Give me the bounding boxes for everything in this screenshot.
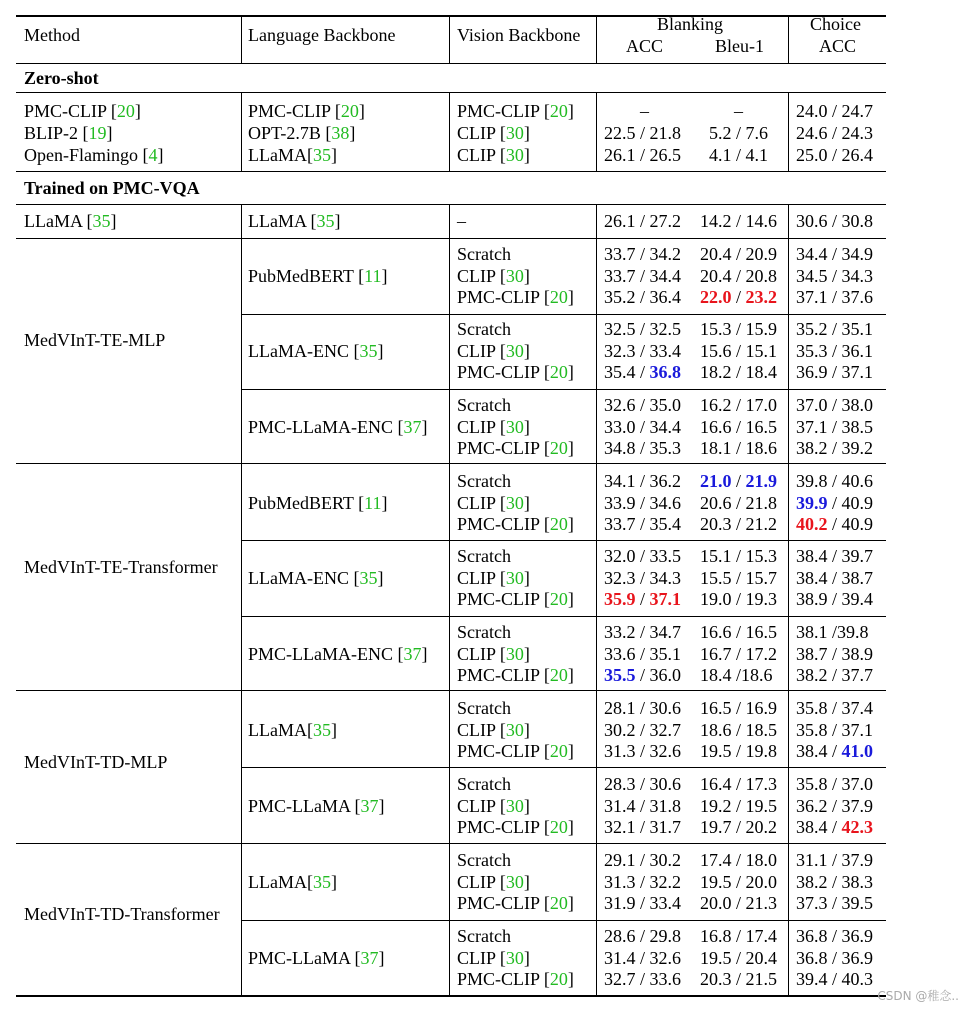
blanking-acc-cell: 28.6 / 29.8 xyxy=(604,926,682,946)
blanking-bleu-cell: 15.3 / 15.9 xyxy=(700,319,778,339)
zero-shot-rule xyxy=(16,92,886,93)
vision-cell: Scratch xyxy=(457,395,511,415)
header-blanking-acc: ACC xyxy=(626,36,664,56)
watermark: CSDN @稚念.. xyxy=(877,989,959,1003)
col-sep-lang xyxy=(241,205,242,995)
vision-cell: PMC-CLIP [20] xyxy=(457,741,574,761)
blanking-bleu-cell: 19.5 / 19.8 xyxy=(700,741,778,761)
col-sep-blank xyxy=(596,17,597,63)
language-cell: LLaMA-ENC [35] xyxy=(248,341,384,361)
blanking-acc-cell: 26.1 / 26.5 xyxy=(604,145,682,165)
vision-cell: CLIP [30] xyxy=(457,871,530,892)
blanking-bleu-cell: 15.6 / 15.1 xyxy=(700,340,778,361)
header-blanking: Blanking xyxy=(657,14,723,34)
vision-cell: CLIP [30] xyxy=(457,643,530,664)
blanking-acc-cell: 22.5 / 21.8 xyxy=(604,123,682,143)
blanking-bleu-cell: 20.4 / 20.9 xyxy=(700,244,778,264)
vision-cell: Scratch xyxy=(457,244,511,264)
col-sep-lang xyxy=(241,93,242,171)
blanking-bleu-cell: 16.6 / 16.5 xyxy=(700,622,778,642)
block-rule xyxy=(241,389,886,390)
blanking-acc-cell: 28.1 / 30.6 xyxy=(604,698,682,718)
header-blanking-bleu: Bleu-1 xyxy=(715,36,764,56)
choice-acc-cell: 39.8 / 40.6 xyxy=(796,471,874,491)
col-sep-lang xyxy=(241,17,242,63)
choice-acc-cell: 38.4 / 42.3 xyxy=(796,817,874,837)
blanking-acc-cell: 33.0 / 34.4 xyxy=(604,416,682,437)
choice-acc-cell: 37.1 / 37.6 xyxy=(796,287,874,307)
language-cell: LLaMA [35] xyxy=(248,211,341,231)
choice-acc-cell: 38.1 /39.8 xyxy=(796,622,869,642)
choice-acc-cell: 25.0 / 26.4 xyxy=(796,145,874,165)
blanking-acc-cell: 32.3 / 33.4 xyxy=(604,340,682,361)
col-sep-vision xyxy=(449,205,450,995)
header-vision-backbone: Vision Backbone xyxy=(457,25,581,45)
language-cell: OPT-2.7B [38] xyxy=(248,123,356,143)
blanking-bleu-cell: 18.2 / 18.4 xyxy=(700,362,778,382)
blanking-bleu-cell: 18.4 /18.6 xyxy=(700,665,773,685)
vision-cell: Scratch xyxy=(457,546,511,566)
vision-cell: PMC-CLIP [20] xyxy=(457,362,574,382)
blanking-acc-cell: 33.9 / 34.6 xyxy=(604,492,682,513)
choice-acc-cell: 36.8 / 36.9 xyxy=(796,947,874,968)
col-sep-blank xyxy=(596,205,597,995)
blanking-bleu-cell: 4.1 / 4.1 xyxy=(709,145,769,165)
blanking-bleu-cell: 18.6 / 18.5 xyxy=(700,719,778,740)
language-cell: PubMedBERT [11] xyxy=(248,266,388,286)
blanking-bleu-cell: 22.0 / 23.2 xyxy=(700,287,778,307)
blanking-acc-cell: 33.2 / 34.7 xyxy=(604,622,682,642)
blanking-bleu-cell: – xyxy=(734,101,743,121)
choice-acc-cell: 38.7 / 38.9 xyxy=(796,643,874,664)
choice-acc-cell: 37.3 / 39.5 xyxy=(796,893,874,913)
vision-cell: CLIP [30] xyxy=(457,340,530,361)
blanking-bleu-cell: 19.5 / 20.4 xyxy=(700,947,778,968)
header-language-backbone: Language Backbone xyxy=(248,25,396,45)
blanking-acc-cell: – xyxy=(640,101,649,121)
vision-cell: CLIP [30] xyxy=(457,795,530,816)
language-cell: LLaMA-ENC [35] xyxy=(248,568,384,588)
header-choice-acc: ACC xyxy=(819,36,857,56)
llama-end-rule xyxy=(16,238,886,239)
choice-acc-cell: 39.4 / 40.3 xyxy=(796,969,874,989)
method-group-name: MedVInT-TD-MLP xyxy=(24,752,168,772)
blanking-acc-cell: 31.4 / 32.6 xyxy=(604,947,682,968)
blanking-acc-cell: 29.1 / 30.2 xyxy=(604,850,682,870)
col-sep-vision xyxy=(449,17,450,63)
vision-cell: Scratch xyxy=(457,622,511,642)
blanking-bleu-cell: 20.3 / 21.2 xyxy=(700,514,778,534)
vision-cell: PMC-CLIP [20] xyxy=(457,514,574,534)
blanking-acc-cell: 35.4 / 36.8 xyxy=(604,362,682,382)
vision-cell: Scratch xyxy=(457,319,511,339)
choice-acc-cell: 35.8 / 37.4 xyxy=(796,698,874,718)
col-sep-choice xyxy=(788,17,789,63)
language-cell: LLaMA[35] xyxy=(248,145,337,165)
col-sep-choice xyxy=(788,93,789,171)
col-sep-choice xyxy=(788,205,789,995)
vision-cell: PMC-CLIP [20] xyxy=(457,969,574,989)
group-rule-2 xyxy=(16,690,886,691)
choice-acc-cell: 36.8 / 36.9 xyxy=(796,926,874,946)
choice-acc-cell: 38.4 / 39.7 xyxy=(796,546,874,566)
block-rule xyxy=(241,767,886,768)
blanking-acc-cell: 32.0 / 33.5 xyxy=(604,546,682,566)
vision-cell: Scratch xyxy=(457,698,511,718)
blanking-bleu-cell: 15.1 / 15.3 xyxy=(700,546,778,566)
blanking-acc-cell: 33.7 / 34.4 xyxy=(604,265,682,286)
choice-acc-cell: 37.1 / 38.5 xyxy=(796,416,874,437)
blanking-bleu-cell: 20.6 / 21.8 xyxy=(700,492,778,513)
blanking-acc-cell: 33.6 / 35.1 xyxy=(604,643,682,664)
blanking-acc-cell: 35.5 / 36.0 xyxy=(604,665,682,685)
block-rule xyxy=(241,920,886,921)
group-rule-1 xyxy=(16,463,886,464)
blanking-bleu-cell: 15.5 / 15.7 xyxy=(700,567,778,588)
choice-acc-cell: 36.2 / 37.9 xyxy=(796,795,874,816)
choice-acc-cell: 24.6 / 24.3 xyxy=(796,123,874,143)
col-sep-vision xyxy=(449,93,450,171)
blanking-acc-cell: 35.9 / 37.1 xyxy=(604,589,682,609)
method-group-name: MedVInT-TD-Transformer xyxy=(24,904,220,924)
method-cell: Open-Flamingo [4] xyxy=(24,145,164,165)
choice-acc-cell: 37.0 / 38.0 xyxy=(796,395,874,415)
blanking-acc-cell: 35.2 / 36.4 xyxy=(604,287,682,307)
blanking-bleu-cell: 5.2 / 7.6 xyxy=(709,123,769,143)
vision-cell: Scratch xyxy=(457,471,511,491)
choice-acc-cell: 39.9 / 40.9 xyxy=(796,492,874,513)
blanking-bleu-cell: 18.1 / 18.6 xyxy=(700,438,778,458)
blanking-acc-cell: 32.6 / 35.0 xyxy=(604,395,682,415)
method-group-name: MedVInT-TE-MLP xyxy=(24,330,166,350)
vision-cell: PMC-CLIP [20] xyxy=(457,589,574,609)
blanking-bleu-cell: 19.5 / 20.0 xyxy=(700,871,778,892)
blanking-acc-cell: 31.4 / 31.8 xyxy=(604,795,682,816)
blanking-acc-cell: 32.5 / 32.5 xyxy=(604,319,682,339)
section-zero-shot: Zero-shot xyxy=(24,68,99,88)
language-cell: LLaMA[35] xyxy=(248,720,337,740)
choice-acc-cell: 36.9 / 37.1 xyxy=(796,362,874,382)
vision-cell: CLIP [30] xyxy=(457,719,530,740)
blanking-bleu-cell: 20.3 / 21.5 xyxy=(700,969,778,989)
choice-acc-cell: 35.8 / 37.1 xyxy=(796,719,874,740)
blanking-bleu-cell: 14.2 / 14.6 xyxy=(700,211,778,231)
vision-cell: CLIP [30] xyxy=(457,567,530,588)
blanking-bleu-cell: 20.4 / 20.8 xyxy=(700,265,778,286)
language-cell: PMC-LLaMA [37] xyxy=(248,796,385,816)
blanking-bleu-cell: 16.6 / 16.5 xyxy=(700,416,778,437)
method-cell: BLIP-2 [19] xyxy=(24,123,113,143)
choice-acc-cell: 34.5 / 34.3 xyxy=(796,265,874,286)
choice-acc-cell: 38.9 / 39.4 xyxy=(796,589,874,609)
blanking-bleu-cell: 21.0 / 21.9 xyxy=(700,471,778,491)
method-cell: LLaMA [35] xyxy=(24,211,117,231)
blanking-acc-cell: 33.7 / 35.4 xyxy=(604,514,682,534)
language-cell: PubMedBERT [11] xyxy=(248,493,388,513)
blanking-bleu-cell: 19.7 / 20.2 xyxy=(700,817,778,837)
choice-acc-cell: 31.1 / 37.9 xyxy=(796,850,874,870)
header-method: Method xyxy=(24,25,80,45)
language-cell: PMC-LLaMA-ENC [37] xyxy=(248,644,428,664)
language-cell: PMC-LLaMA [37] xyxy=(248,948,385,968)
blanking-acc-cell: 31.3 / 32.2 xyxy=(604,871,682,892)
blanking-acc-cell: 34.1 / 36.2 xyxy=(604,471,682,491)
vision-cell: PMC-CLIP [20] xyxy=(457,438,574,458)
blanking-acc-cell: 32.7 / 33.6 xyxy=(604,969,682,989)
choice-acc-cell: 35.8 / 37.0 xyxy=(796,774,874,794)
choice-acc-cell: 35.2 / 35.1 xyxy=(796,319,874,339)
block-rule xyxy=(241,616,886,617)
vision-cell: CLIP [30] xyxy=(457,492,530,513)
vision-cell: – xyxy=(457,211,466,231)
blanking-acc-cell: 32.3 / 34.3 xyxy=(604,567,682,588)
vision-cell: PMC-CLIP [20] xyxy=(457,893,574,913)
vision-cell: CLIP [30] xyxy=(457,947,530,968)
vision-cell: CLIP [30] xyxy=(457,145,530,165)
section-trained: Trained on PMC-VQA xyxy=(24,178,200,198)
blanking-acc-cell: 30.2 / 32.7 xyxy=(604,719,682,740)
choice-acc-cell: 34.4 / 34.9 xyxy=(796,244,874,264)
blanking-acc-cell: 32.1 / 31.7 xyxy=(604,817,682,837)
choice-acc-cell: 35.3 / 36.1 xyxy=(796,340,874,361)
blanking-acc-cell: 31.3 / 32.6 xyxy=(604,741,682,761)
choice-acc-cell: 38.2 / 38.3 xyxy=(796,871,874,892)
blanking-acc-cell: 34.8 / 35.3 xyxy=(604,438,682,458)
blanking-bleu-cell: 16.8 / 17.4 xyxy=(700,926,778,946)
language-cell: PMC-CLIP [20] xyxy=(248,101,365,121)
group-rule-3 xyxy=(16,843,886,844)
blanking-bleu-cell: 19.0 / 19.3 xyxy=(700,589,778,609)
col-sep-blank xyxy=(596,93,597,171)
blanking-bleu-cell: 16.4 / 17.3 xyxy=(700,774,778,794)
blanking-acc-cell: 28.3 / 30.6 xyxy=(604,774,682,794)
choice-acc-cell: 40.2 / 40.9 xyxy=(796,514,874,534)
vision-cell: Scratch xyxy=(457,774,511,794)
blanking-bleu-cell: 19.2 / 19.5 xyxy=(700,795,778,816)
choice-acc-cell: 38.2 / 39.2 xyxy=(796,438,874,458)
vision-cell: CLIP [30] xyxy=(457,265,530,286)
block-rule xyxy=(241,540,886,541)
header-rule xyxy=(16,63,886,64)
vision-cell: Scratch xyxy=(457,926,511,946)
vision-cell: PMC-CLIP [20] xyxy=(457,665,574,685)
blanking-acc-cell: 33.7 / 34.2 xyxy=(604,244,682,264)
blanking-acc-cell: 26.1 / 27.2 xyxy=(604,211,682,231)
choice-acc-cell: 38.4 / 38.7 xyxy=(796,567,874,588)
vision-cell: CLIP [30] xyxy=(457,123,530,143)
choice-acc-cell: 38.2 / 37.7 xyxy=(796,665,874,685)
method-cell: PMC-CLIP [20] xyxy=(24,101,141,121)
choice-acc-cell: 24.0 / 24.7 xyxy=(796,101,874,121)
language-cell: PMC-LLaMA-ENC [37] xyxy=(248,417,428,437)
blanking-bleu-cell: 16.7 / 17.2 xyxy=(700,643,778,664)
blanking-bleu-cell: 20.0 / 21.3 xyxy=(700,893,778,913)
blanking-bleu-cell: 16.5 / 16.9 xyxy=(700,698,778,718)
choice-acc-cell: 30.6 / 30.8 xyxy=(796,211,874,231)
blanking-bleu-cell: 16.2 / 17.0 xyxy=(700,395,778,415)
vision-cell: Scratch xyxy=(457,850,511,870)
method-group-name: MedVInT-TE-Transformer xyxy=(24,557,218,577)
language-cell: LLaMA[35] xyxy=(248,872,337,892)
blanking-acc-cell: 31.9 / 33.4 xyxy=(604,893,682,913)
vision-cell: CLIP [30] xyxy=(457,416,530,437)
blanking-bleu-cell: 17.4 / 18.0 xyxy=(700,850,778,870)
trained-rule xyxy=(16,204,886,205)
block-rule xyxy=(241,314,886,315)
header-choice: Choice xyxy=(810,14,861,34)
vision-cell: PMC-CLIP [20] xyxy=(457,101,574,121)
bottom-rule xyxy=(16,995,886,997)
vision-cell: PMC-CLIP [20] xyxy=(457,287,574,307)
zero-shot-end-rule xyxy=(16,171,886,172)
top-rule xyxy=(16,15,886,17)
vision-cell: PMC-CLIP [20] xyxy=(457,817,574,837)
choice-acc-cell: 38.4 / 41.0 xyxy=(796,741,874,761)
